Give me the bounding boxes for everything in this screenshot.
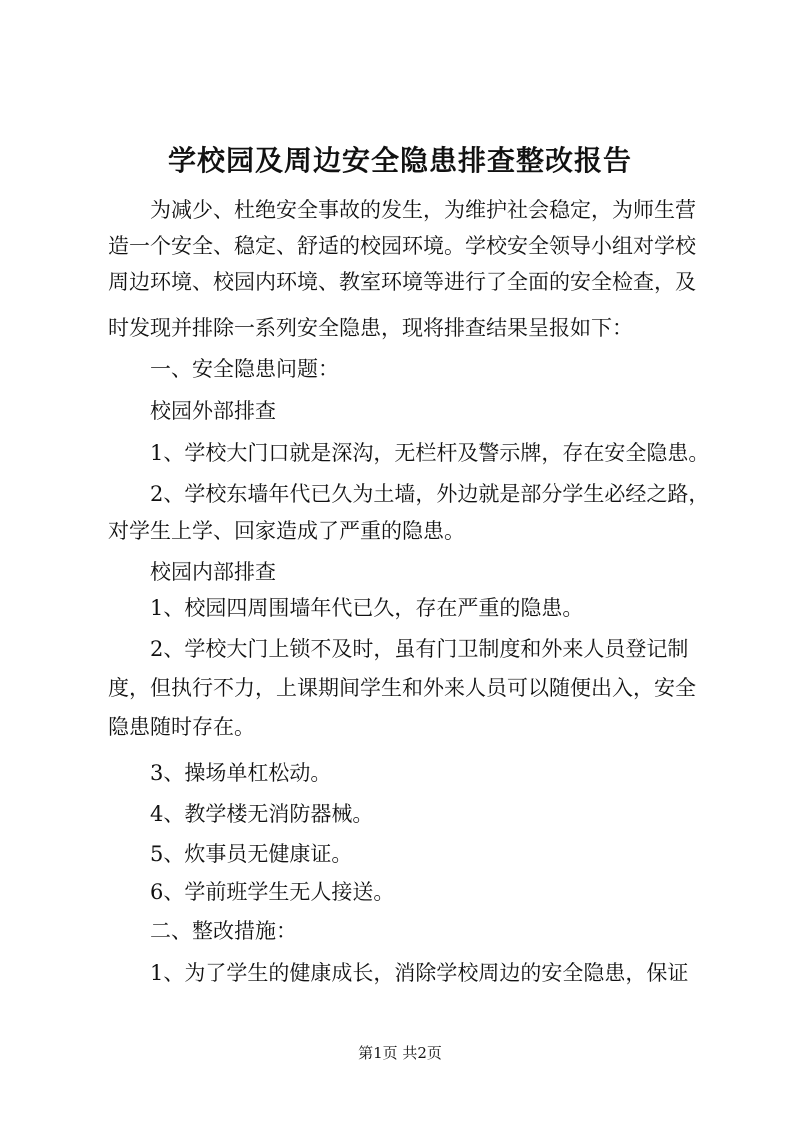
paragraph-line: 度，但执行不力，上课期间学生和外来人员可以随便出入，安全 [108,676,696,700]
list-item: 3、操场单杠松动。 [150,761,332,785]
list-item: 2、学校大门上锁不及时，虽有门卫制度和外来人员登记制 [150,637,689,661]
list-item: 1、校园四周围墙年代已久，存在严重的隐患。 [150,596,584,620]
paragraph-line: 隐患随时存在。 [108,715,255,739]
list-item: 1、学校大门口就是深沟，无栏杆及警示牌，存在安全隐患。 [150,441,710,465]
subsection-heading: 校园内部排查 [150,560,276,584]
list-item: 6、学前班学生无人接送。 [150,880,395,904]
page-footer: 第1页 共2页 [358,1044,442,1062]
section-heading: 一、安全隐患问题： [150,357,339,381]
list-item: 4、教学楼无消防器械。 [150,802,374,826]
paragraph-line: 周边环境、校园内环境、教室环境等进行了全面的安全检查，及 [108,270,696,294]
document-title: 学校园及周边安全隐患排查整改报告 [167,144,632,177]
list-item: 1、为了学生的健康成长，消除学校周边的安全隐患，保证 [150,961,689,985]
list-item: 2、学校东墙年代已久为土墙，外边就是部分学生必经之路， [150,482,710,506]
paragraph-line: 为减少、杜绝安全事故的发生，为维护社会稳定，为师生营 [150,198,696,222]
subsection-heading: 校园外部排查 [150,399,276,423]
paragraph-line: 时发现并排除一系列安全隐患，现将排查结果呈报如下： [108,316,633,340]
paragraph-line: 对学生上学、回家造成了严重的隐患。 [108,519,465,543]
paragraph-line: 造一个安全、稳定、舒适的校园环境。学校安全领导小组对学校 [108,234,696,258]
section-heading: 二、整改措施： [150,919,297,943]
list-item: 5、炊事员无健康证。 [150,842,353,866]
